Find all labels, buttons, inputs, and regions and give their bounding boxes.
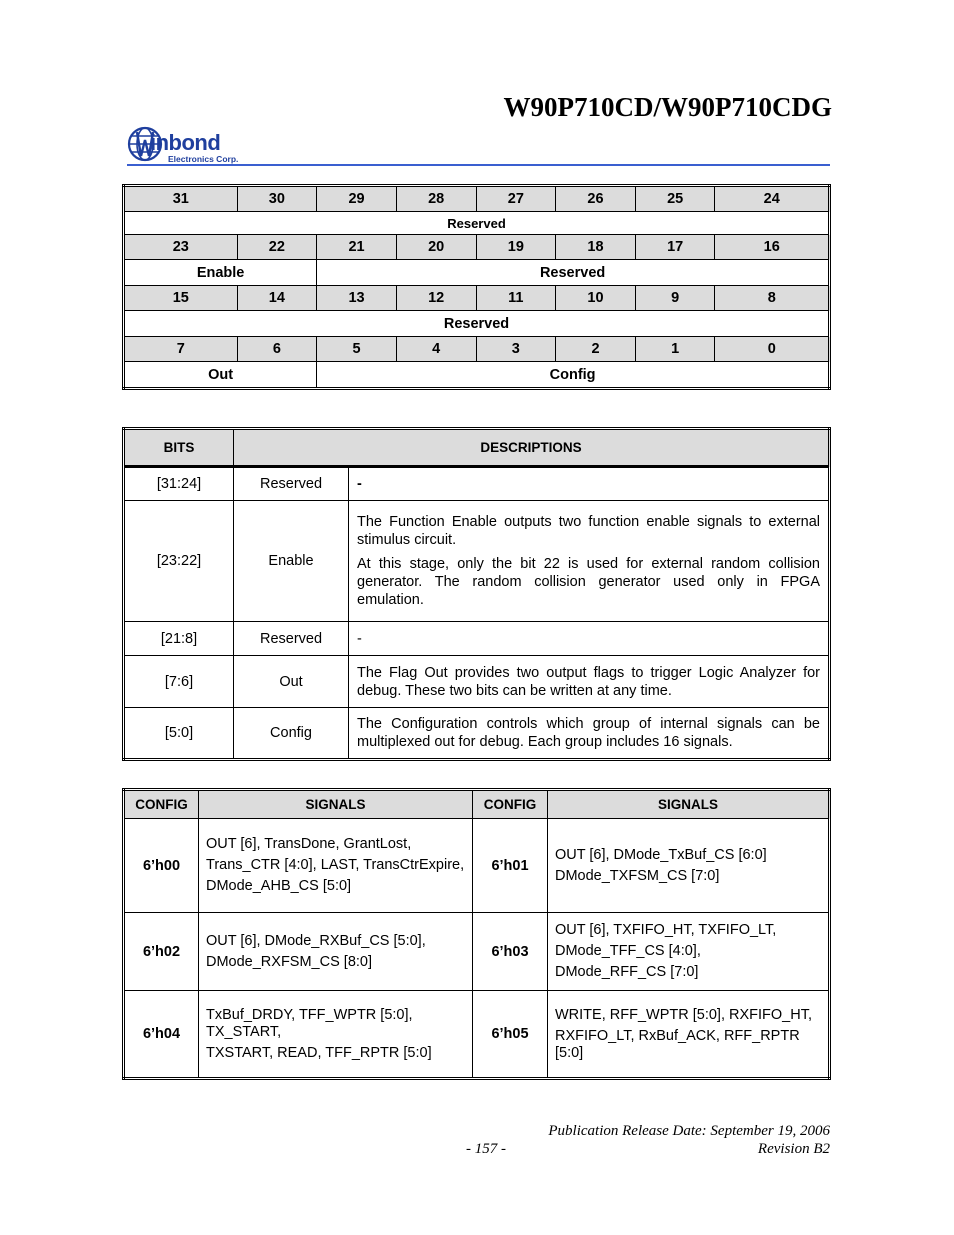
bit-number-cell: 18 [556,235,636,260]
config-header-right: CONFIG [473,790,548,819]
description-text: - [357,476,362,492]
bit-field-cell: Enable [124,260,317,286]
signals-header-left: SIGNALS [199,790,473,819]
bits-range-cell: [5:0] [124,708,234,760]
bits-range-cell: [7:6] [124,656,234,708]
config-row [124,819,830,913]
signal-line: RXFIFO_LT, RxBuf_ACK, RFF_RPTR [5:0] [555,1027,800,1061]
revision: Revision B2 [757,1141,830,1157]
bit-number-cell: 28 [396,186,476,212]
bit-field-cell: Out [124,362,317,389]
signals-cell [199,913,473,991]
bit-number-cell: 9 [635,286,715,311]
field-name-cell: Reserved [234,622,349,656]
winbond-logo [127,126,252,166]
config-row [124,991,830,1079]
bits-range-cell: [31:24] [124,467,234,501]
bit-number-cell: 20 [396,235,476,260]
bit-number-cell: 29 [317,186,397,212]
bit-field-row [124,362,830,389]
bit-number-cell: 0 [715,337,830,362]
bit-number-row [124,337,830,362]
description-cell [349,501,830,622]
bit-number-row [124,235,830,260]
config-row [124,913,830,991]
signal-line: DMode_AHB_CS [5:0] [206,878,352,894]
signal-line: TxBuf_DRDY, TFF_WPTR [5:0], TX_START, [206,1006,413,1040]
bit-number-cell: 6 [237,337,317,362]
document-title: W90P710CD/W90P710CDG [503,92,832,122]
config-code-cell: 6’h00 [124,819,199,913]
bit-field-cell: Reserved [317,260,830,286]
description-cell [349,708,830,760]
bit-number-cell: 4 [396,337,476,362]
config-signals-table [122,788,831,1080]
config-code-cell: 6’h02 [124,913,199,991]
bit-number-cell: 31 [124,186,238,212]
config-code-cell: 6’h01 [473,819,548,913]
description-cell [349,622,830,656]
bit-number-cell: 19 [476,235,556,260]
signal-line: TXSTART, READ, TFF_RPTR [5:0] [206,1044,432,1061]
bit-field-row [124,212,830,235]
config-code-cell: 6’h03 [473,913,548,991]
signal-line: DMode_RXFSM_CS [8:0] [206,953,373,970]
description-row [124,467,830,501]
bits-header: BITS [124,429,234,467]
signal-line: OUT [6], TXFIFO_HT, TXFIFO_LT, [555,922,777,938]
descriptions-header: DESCRIPTIONS [234,429,830,467]
bit-number-cell: 26 [556,186,636,212]
bits-range-cell: [23:22] [124,501,234,622]
bit-number-cell: 5 [317,337,397,362]
description-row [124,622,830,656]
bit-number-cell: 24 [715,186,830,212]
description-row [124,708,830,760]
bit-number-cell: 13 [317,286,397,311]
signal-line: OUT [6], DMode_TxBuf_CS [6:0] [555,846,767,863]
bit-field-cell: Reserved [124,212,830,235]
bit-number-row [124,186,830,212]
description-text: At this stage, only the bit 22 is used for external random collision generator. The random collision generator used only in FPGA emulation. [357,556,820,608]
logo-subtitle: Electronics Corp. [168,154,239,164]
bit-number-cell: 23 [124,235,238,260]
config-code-cell: 6’h04 [124,991,199,1079]
bit-number-cell: 12 [396,286,476,311]
field-name-cell: Out [234,656,349,708]
signal-line: Trans_CTR [4:0], LAST, TransCtrExpire, [206,857,465,873]
publication-date: Publication Release Date: September 19, 2006 [548,1123,830,1139]
bit-number-cell: 8 [715,286,830,311]
description-text: The Function Enable outputs two function enable signals to external stimulus circuit. [357,514,820,548]
bit-field-row [124,260,830,286]
signal-line: DMode_RFF_CS [7:0] [555,964,699,980]
bit-field-cell: Reserved [124,311,830,337]
signal-line: OUT [6], TransDone, GrantLost, [206,836,412,852]
bit-number-cell: 11 [476,286,556,311]
signals-cell [548,819,830,913]
description-cell [349,467,830,501]
field-name-cell: Enable [234,501,349,622]
bit-number-cell: 1 [635,337,715,362]
bit-field-row [124,311,830,337]
signals-cell [548,913,830,991]
signal-line: DMode_TFF_CS [4:0], [555,943,701,959]
signals-cell [199,991,473,1079]
description-cell [349,656,830,708]
signals-header-right: SIGNALS [548,790,830,819]
description-row [124,501,830,622]
bit-number-cell: 3 [476,337,556,362]
signals-cell [548,991,830,1079]
field-name-cell: Reserved [234,467,349,501]
bit-field-cell: Config [317,362,830,389]
register-bitmap-table [122,184,831,390]
bit-number-cell: 2 [556,337,636,362]
description-text: The Configuration controls which group of internal signals can be multiplexed out for debug. Each group includes 16 signals. [357,716,820,750]
bit-number-cell: 17 [635,235,715,260]
bit-number-cell: 7 [124,337,238,362]
bit-number-cell: 25 [635,186,715,212]
config-header-left: CONFIG [124,790,199,819]
config-code-cell: 6’h05 [473,991,548,1079]
description-text: - [357,630,362,647]
bit-number-row [124,286,830,311]
header-rule [127,164,830,166]
bit-number-cell: 22 [237,235,317,260]
bit-number-cell: 10 [556,286,636,311]
page-number: - 157 - [466,1141,506,1157]
signal-line: WRITE, RFF_WPTR [5:0], RXFIFO_HT, [555,1006,812,1023]
bit-number-cell: 16 [715,235,830,260]
signal-line: OUT [6], DMode_RXBuf_CS [5:0], [206,932,426,949]
logo-wordmark: inbond [150,130,221,155]
description-row [124,656,830,708]
bits-range-cell: [21:8] [124,622,234,656]
description-text: The Flag Out provides two output flags to trigger Logic Analyzer for debug. These two bits can be written at any time. [357,664,820,699]
field-name-cell: Config [234,708,349,760]
bit-number-cell: 27 [476,186,556,212]
bit-number-cell: 14 [237,286,317,311]
bit-number-cell: 21 [317,235,397,260]
bit-number-cell: 15 [124,286,238,311]
bit-descriptions-table [122,427,831,761]
bit-number-cell: 30 [237,186,317,212]
signal-line: DMode_TXFSM_CS [7:0] [555,867,720,884]
signals-cell [199,819,473,913]
